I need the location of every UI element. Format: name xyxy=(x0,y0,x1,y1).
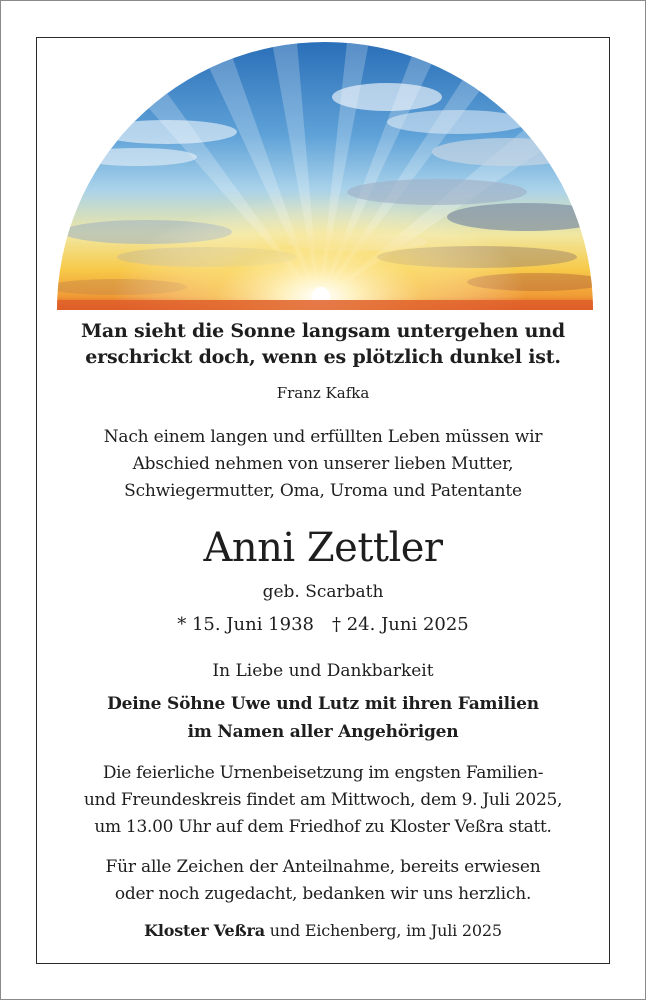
mourners-line: im Namen aller Angehörigen xyxy=(187,722,459,742)
intro-line: Abschied nehmen von unserer lieben Mutter, xyxy=(132,454,514,474)
quote-author: Franz Kafka xyxy=(276,384,370,402)
birth-name: geb. Scarbath xyxy=(262,582,384,602)
intro-line: Schwiegermutter, Oma, Uroma und Patentante xyxy=(124,481,522,501)
deceased-name: Anni Zettler xyxy=(203,525,443,571)
thanks-notice xyxy=(40,854,606,908)
place-and-date xyxy=(40,918,606,944)
place-name: Kloster Veßra xyxy=(144,921,265,940)
mourners-intro: In Liebe und Dankbarkeit xyxy=(212,661,434,681)
place-rest: und Eichenberg, im Juli 2025 xyxy=(264,921,502,940)
death-date: † 24. Juni 2025 xyxy=(332,614,469,635)
quote-line: erschrickt doch, wenn es plötzlich dunkel ist. xyxy=(85,346,561,368)
birth-date: * 15. Juni 1938 xyxy=(177,614,314,635)
quote xyxy=(40,318,606,370)
ceremony-line: um 13.00 Uhr auf dem Friedhof zu Kloster Veßra statt. xyxy=(94,817,552,837)
ceremony-notice xyxy=(40,760,606,841)
life-dates xyxy=(40,610,606,640)
mourners xyxy=(40,690,606,746)
mourners-line: Deine Söhne Uwe und Lutz mit ihren Familien xyxy=(107,694,539,714)
quote-line: Man sieht die Sonne langsam untergehen und xyxy=(81,320,565,342)
thanks-line: oder noch zugedacht, bedanken wir uns herzlich. xyxy=(114,884,532,904)
intro-line: Nach einem langen und erfüllten Leben müssen wir xyxy=(103,427,543,447)
ceremony-line: Die feierliche Urnenbeisetzung im engsten Familien- xyxy=(102,763,544,783)
thanks-line: Für alle Zeichen der Anteilnahme, bereits erwiesen xyxy=(105,857,541,877)
ceremony-line: und Freundeskreis findet am Mittwoch, dem 9. Juli 2025, xyxy=(83,790,563,810)
sunset-image xyxy=(57,42,593,310)
intro-text xyxy=(40,424,606,505)
